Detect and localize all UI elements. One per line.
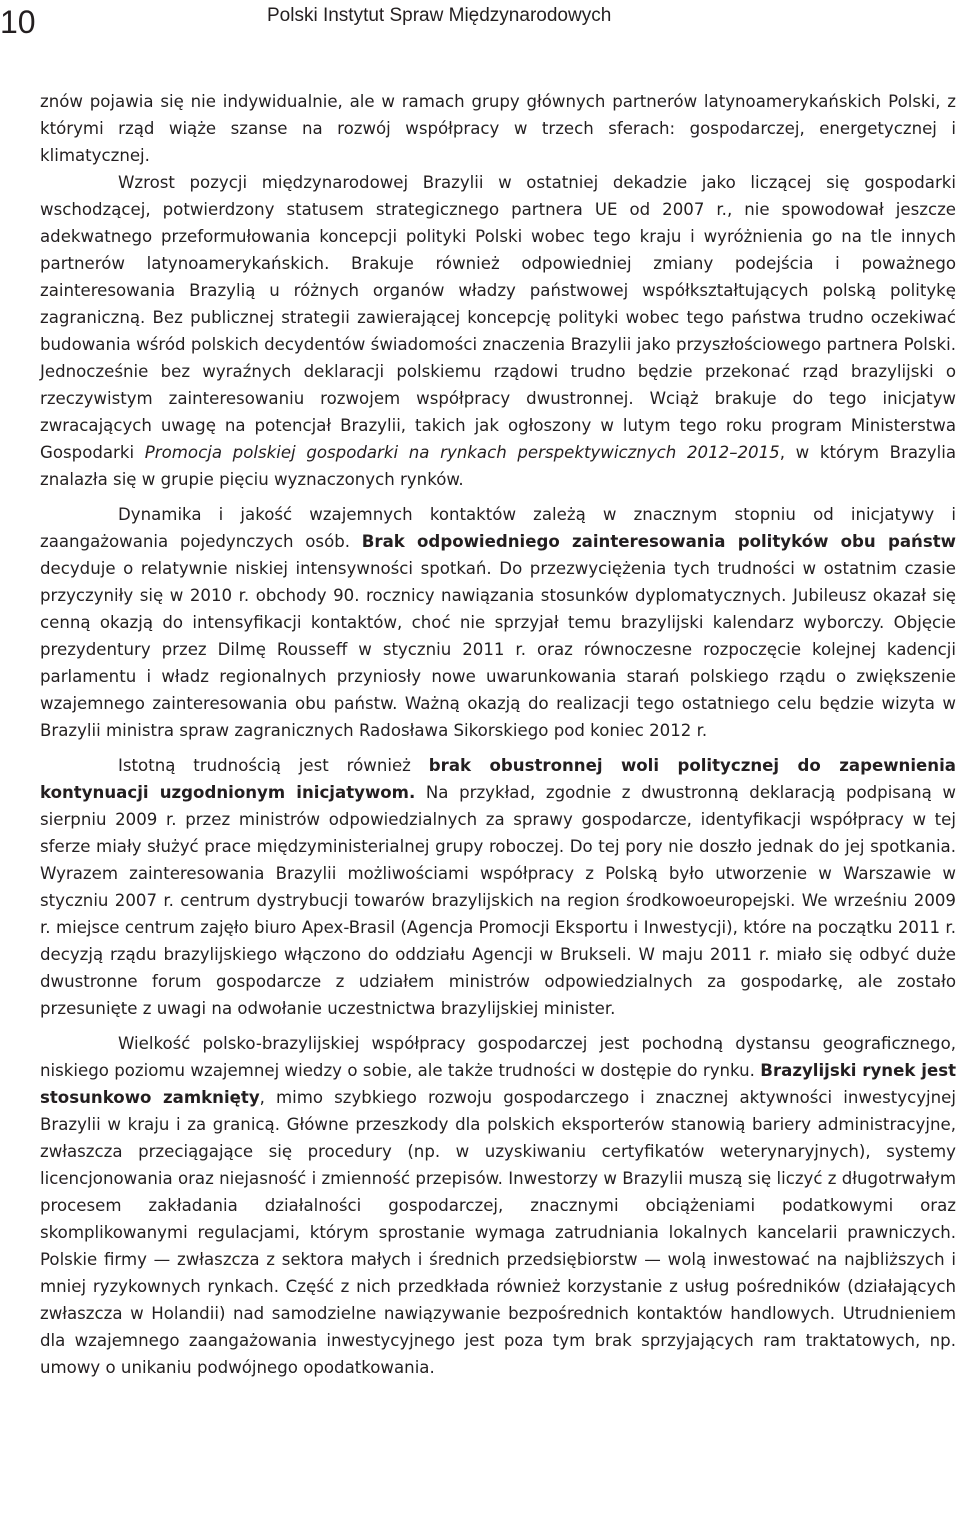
text-run: Wielkość polsko-brazylijskiej współpracy gospodarczej jest pochodną dystansu geograficznego, niskiego poziomu wzajemnej wiedzy o sobie, ale także trudności w dostępie do rynku. <box>40 1034 956 1080</box>
page-header <box>0 0 960 44</box>
text-run: , w którym Brazylia znalazła się w grupie pięciu wyznaczonych rynków. <box>40 443 956 489</box>
running-title: Polski Instytut Spraw Międzynarodowych <box>267 5 612 26</box>
bold-text: Brak odpowiedniego zainteresowania polityków obu państw <box>361 532 956 551</box>
page-number: 10 <box>0 4 36 40</box>
text-run: Na przykład, zgodnie z dwustronną deklaracją podpisaną w sierpniu 2009 r. przez ministrów odpowiedzialnych za sprawy gospodarcze, identyfikacji współpracy w tej sferze miały służyć prace międzyministerialnej grupy roboczej. Do tej pory nie doszło jednak do jej spotkania. Wyrazem zainteresowania Brazylii możliwościami współpracy z Polską było utworzenie w Warszawie w styczniu 2007 r. centrum dystrybucji towarów brazylijskich na region środkowoeuropejski. We wrześniu 2009 r. miejsce centrum zajęło biuro Apex-Brasil (Agencja Promocji Eksportu i Inwestycji), które na początku 2011 r. decyzją rządu brazylijskiego włączono do oddziału Agencji w Brukseli. W maju 2011 r. miało się odbyć duże dwustronne forum gospodarcze z udziałem ministrów odpowiedzialnych za gospodarkę, ale zostało przesunięte z uwagi na odwołanie uczestnictwa brazylijskiej minister. <box>40 783 956 1018</box>
paragraph-4 <box>40 752 956 1022</box>
paragraph-1 <box>40 88 956 169</box>
bold-text: Brazylijski rynek jest stosunkowo zamknięty <box>40 1061 957 1107</box>
text-run: decyduje o relatywnie niskiej intensywności spotkań. Do przezwyciężenia tych trudności w ostatnim czasie przyczyniły się w 2010 r. obchody 90. rocznicy nawiązania stosunków dyplomatycznych. Jubileusz okazał się cenną okazją do intensyfikacji kontaktów, choć nie sprzyjał temu brazylijski kalendarz wyborczy. Objęcie prezydentury przez Dilmę Rousseff w styczniu 2011 r. oraz równoczesne rozpoczęcie kolejnej kadencji parlamentu i władz regionalnych przyniosły nowe uwarunkowania starań polskiego rządu o zwiększenie wzajemnego zainteresowania obu państw. Ważną okazją do realizacji tego ostatniego celu będzie wizyta w Brazylii ministra spraw zagranicznych Radosława Sikorskiego pod koniec 2012 r. <box>40 559 956 740</box>
paragraph-5 <box>40 1030 956 1381</box>
text-run: znów pojawia się nie indywidualnie, ale w ramach grupy głównych partnerów latynoamerykańskich Polski, z którymi rząd wiąże szanse na rozwój współpracy w trzech sferach: gospodarczej, energetycznej i klimatycznej. <box>40 92 956 165</box>
text-run: , mimo szybkiego rozwoju gospodarczego i znacznej aktywności inwestycyjnej Brazylii w kraju i za granicą. Główne przeszkody dla polskich eksporterów stanowią bariery administracyjne, zwłaszcza przeciągające się procedury (np. w uzyskiwaniu certyfikatów weterynaryjnych), systemy licencjonowania oraz niejasność i zmienność przepisów. Inwestorzy w Brazylii muszą się liczyć z długotrwałym procesem zakładania działalności gospodarczej, znacznymi obciążeniami podatkowymi oraz skomplikowanymi regulacjami, którym sprostanie wymaga zatrudniania lokalnych kancelarii prawniczych. Polskie firmy — zwłaszcza z sektora małych i średnich przedsiębiorstw — wolą inwestować na najbliższych i mniej ryzykownych rynkach. Część z nich przedkłada również korzystanie z usług pośredników (działających zwłaszcza w Holandii) nad samodzielne nawiązywanie bezpośrednich kontaktów handlowych. Utrudnieniem dla wzajemnego zaangażowania inwestycyjnego jest poza tym brak sprzyjających ram traktatowych, np. umowy o unikaniu podwójnego opodatkowania. <box>40 1088 956 1377</box>
italic-text: Promocja polskiej gospodarki na rynkach perspektywicznych 2012–2015 <box>144 443 780 462</box>
body-text <box>40 88 956 1381</box>
text-run: Wzrost pozycji międzynarodowej Brazylii w ostatniej dekadzie jako liczącej się gospodarki wschodzącej, potwierdzony statusem strategicznego partnera UE od 2007 r., nie spowodował jeszcze adekwatnego przeformułowania koncepcji polityki Polski wobec tego kraju i wyróżnienia go na tle innych partnerów latynoamerykańskich. Brakuje również odpowiedniej zmiany podejścia i poważnego zainteresowania Brazylią u różnych organów władzy państwowej współkształtujących polską politykę zagraniczną. Bez publicznej strategii zawierającej koncepcję polityki wobec tego państwa trudno oczekiwać budowania wśród polskich decydentów świadomości znaczenia Brazylii jako przyszłościowego partnera Polski. Jednocześnie bez wyraźnych deklaracji polskiemu rządowi trudno będzie przekonać rząd brazylijski o rzeczywistym zainteresowaniu rozwojem współpracy dwustronnej. Wciąż brakuje do tego inicjatyw zwracających uwagę na potencjał Brazylii, takich jak ogłoszony w lutym tego roku program Ministerstwa Gospodarki <box>40 173 956 462</box>
text-run: Istotną trudnością jest również <box>118 756 429 775</box>
bold-text: brak obustronnej woli politycznej do zapewnienia kontynuacji uzgodnionym inicjatywom. <box>40 756 956 802</box>
paragraph-2 <box>40 169 956 493</box>
text-run: Dynamika i jakość wzajemnych kontaktów zależą w znacznym stopniu od inicjatywy i zaangażowania pojedynczych osób. <box>40 505 956 551</box>
paragraph-3 <box>40 501 956 744</box>
